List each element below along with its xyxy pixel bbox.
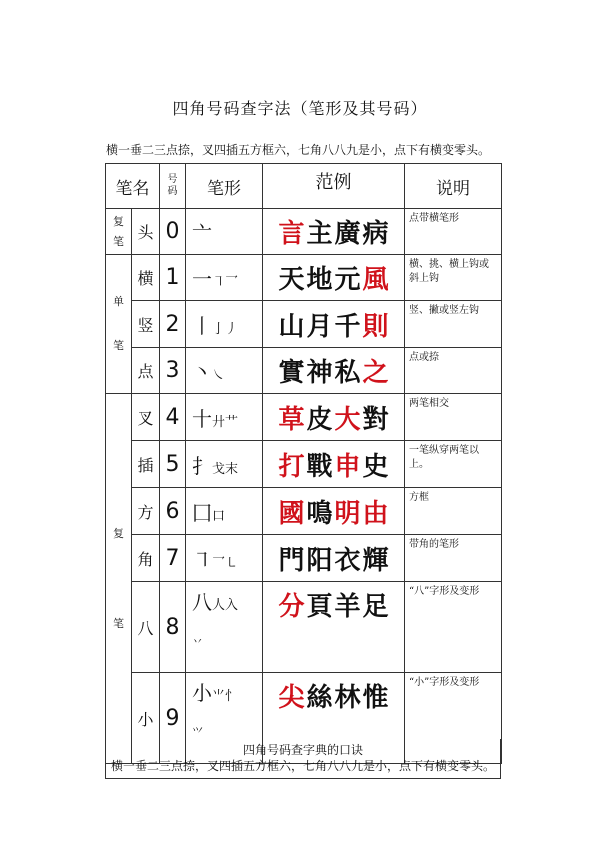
example-char: 私 <box>334 358 361 388</box>
example-char: 羊 <box>334 592 361 622</box>
example-char: 風 <box>362 265 389 295</box>
page-title: 四角号码查字法（笔形及其号码） <box>172 99 428 118</box>
stroke-name: 竖 <box>132 301 160 348</box>
stroke-variants: 乛㇄ <box>212 555 239 571</box>
group-danbi <box>106 255 132 394</box>
intro-mnemonic: 横一垂二三点捺，叉四插五方框六，七角八八九是小，点下有横变零头。 <box>106 143 491 157</box>
stroke-shape: 亠 <box>192 221 212 245</box>
stroke-cell <box>186 348 263 394</box>
example-char: 申 <box>334 451 361 482</box>
stroke-cell <box>186 535 263 582</box>
stroke-variants: 人入 <box>212 598 239 613</box>
example-char: 頁 <box>306 592 333 622</box>
header-desc: 说明 <box>405 164 502 209</box>
example-char: 明 <box>334 498 361 529</box>
example-char: 由 <box>362 498 389 529</box>
stroke-variants: ㇏ <box>212 368 226 383</box>
example-char: 地 <box>306 265 333 295</box>
stroke-number: 7 <box>160 535 186 582</box>
example-char: 則 <box>362 311 389 342</box>
header-name: 笔名 <box>106 164 160 209</box>
stroke-shape: 囗 <box>192 500 212 525</box>
stroke-name: 八 <box>132 582 160 673</box>
example-cell <box>263 209 405 255</box>
stroke-variant-line2: ⺍ <box>192 726 203 739</box>
example-char: 言 <box>278 219 305 249</box>
table-row <box>106 441 502 488</box>
stroke-variants: ⺌忄 <box>212 689 239 704</box>
table-row <box>106 301 502 348</box>
stroke-name: 角 <box>132 535 160 582</box>
description-cell: 竖、撇或竖左钩 <box>405 301 502 348</box>
example-cell <box>263 301 405 348</box>
example-char: 輝 <box>362 545 389 576</box>
example-cell <box>263 394 405 441</box>
stroke-variants: 口 <box>212 508 226 524</box>
description-cell: 横、挑、横上钩或斜上钩 <box>405 255 502 301</box>
table-row <box>106 255 502 301</box>
description-cell: 一笔纵穿两笔以上。 <box>405 441 502 488</box>
stroke-shape: 一 <box>192 267 212 291</box>
example-char: 之 <box>362 358 389 388</box>
table-row <box>106 348 502 394</box>
description-cell: “小”字形及变形 <box>405 673 502 764</box>
stroke-number: 3 <box>160 348 186 394</box>
example-char: 天 <box>278 265 305 295</box>
stroke-name: 叉 <box>132 394 160 441</box>
example-char: 草 <box>278 404 305 435</box>
example-char: 實 <box>278 358 305 388</box>
table-row <box>106 488 502 535</box>
stroke-variant-line2: 丷 <box>192 635 203 648</box>
stroke-number: 5 <box>160 441 186 488</box>
example-char: 鳴 <box>306 498 333 529</box>
group-label: 复笔 <box>113 214 124 248</box>
description-cell: “八”字形及变形 <box>405 582 502 673</box>
example-char: 足 <box>362 592 389 622</box>
example-char: 尖 <box>278 683 305 713</box>
example-char: 林 <box>334 683 361 713</box>
example-char: 史 <box>362 451 389 482</box>
example-char: 山 <box>278 311 305 342</box>
description-cell: 点带横笔形 <box>405 209 502 255</box>
stroke-shape: 丶 <box>192 360 212 384</box>
example-char: 惟 <box>362 683 389 713</box>
table-row <box>106 535 502 582</box>
example-char: 門 <box>278 545 305 576</box>
table-row <box>106 209 502 255</box>
example-char: 千 <box>334 311 361 342</box>
description-cell: 两笔相交 <box>405 394 502 441</box>
footer-box <box>105 739 501 779</box>
stroke-name: 方 <box>132 488 160 535</box>
example-char: 對 <box>362 404 389 435</box>
example-char: 分 <box>278 592 305 622</box>
example-char: 大 <box>334 404 361 435</box>
description-cell: 带角的笔形 <box>405 535 502 582</box>
stroke-shape: 扌 <box>192 453 212 478</box>
stroke-name: 插 <box>132 441 160 488</box>
example-char: 阳 <box>306 545 333 576</box>
group-fubi-top <box>106 209 132 255</box>
stroke-number: 4 <box>160 394 186 441</box>
stroke-variants: 亅丿 <box>212 321 239 337</box>
stroke-variants: 戈末 <box>212 461 239 477</box>
example-char: 元 <box>334 265 361 295</box>
example-char: 絲 <box>306 683 333 713</box>
example-char: 打 <box>278 451 305 482</box>
description-cell: 方框 <box>405 488 502 535</box>
stroke-name: 横 <box>132 255 160 301</box>
example-char: 國 <box>278 498 305 529</box>
stroke-number: 2 <box>160 301 186 348</box>
stroke-variants: ㇕乛 <box>212 275 239 290</box>
example-char: 衣 <box>334 545 361 576</box>
stroke-cell <box>186 488 263 535</box>
stroke-cell <box>186 394 263 441</box>
stroke-code-table <box>105 163 502 764</box>
header-code-text: 号码 <box>167 174 178 197</box>
footer-title: 四角号码查字典的口诀 <box>242 743 363 757</box>
stroke-name: 头 <box>132 209 160 255</box>
example-cell <box>263 582 405 673</box>
example-char: 月 <box>306 311 333 342</box>
example-cell <box>263 255 405 301</box>
group-fubi-bottom <box>106 394 132 764</box>
example-cell <box>263 488 405 535</box>
table-row <box>106 394 502 441</box>
example-cell <box>263 348 405 394</box>
example-char: 皮 <box>306 404 333 435</box>
example-cell <box>263 441 405 488</box>
stroke-cell <box>186 582 263 673</box>
stroke-number: 0 <box>160 209 186 255</box>
table-row <box>106 582 502 673</box>
stroke-shape: 八 <box>192 590 212 614</box>
stroke-cell <box>186 209 263 255</box>
stroke-number: 8 <box>160 582 186 673</box>
stroke-cell <box>186 441 263 488</box>
stroke-cell <box>186 301 263 348</box>
stroke-shape: ㇕ <box>192 547 212 572</box>
stroke-shape: 十 <box>192 406 212 431</box>
example-char: 戰 <box>306 451 333 482</box>
stroke-number: 9 <box>160 673 186 764</box>
stroke-shape: 小 <box>192 681 212 705</box>
stroke-cell <box>186 255 263 301</box>
example-char: 廣 <box>334 219 361 249</box>
stroke-name: 点 <box>132 348 160 394</box>
stroke-name: 小 <box>132 673 160 764</box>
stroke-number: 1 <box>160 255 186 301</box>
example-cell <box>263 535 405 582</box>
header-code <box>160 164 186 209</box>
group-label: 单笔 <box>113 295 124 352</box>
group-label: 复笔 <box>113 526 124 630</box>
description-cell: 点或捺 <box>405 348 502 394</box>
stroke-number: 6 <box>160 488 186 535</box>
table-header-row <box>106 164 502 209</box>
stroke-variants: 廾艹 <box>212 414 239 430</box>
header-example: 范例 <box>263 164 405 209</box>
stroke-shape: 丨 <box>192 313 212 338</box>
footer-mnemonic: 横一垂二三点捺，叉四插五方框六，七角八八九是小，点下有横变零头。 <box>110 759 495 773</box>
header-stroke: 笔形 <box>186 164 263 209</box>
example-char: 神 <box>306 358 333 388</box>
example-char: 主 <box>306 219 333 249</box>
example-char: 病 <box>362 219 389 249</box>
